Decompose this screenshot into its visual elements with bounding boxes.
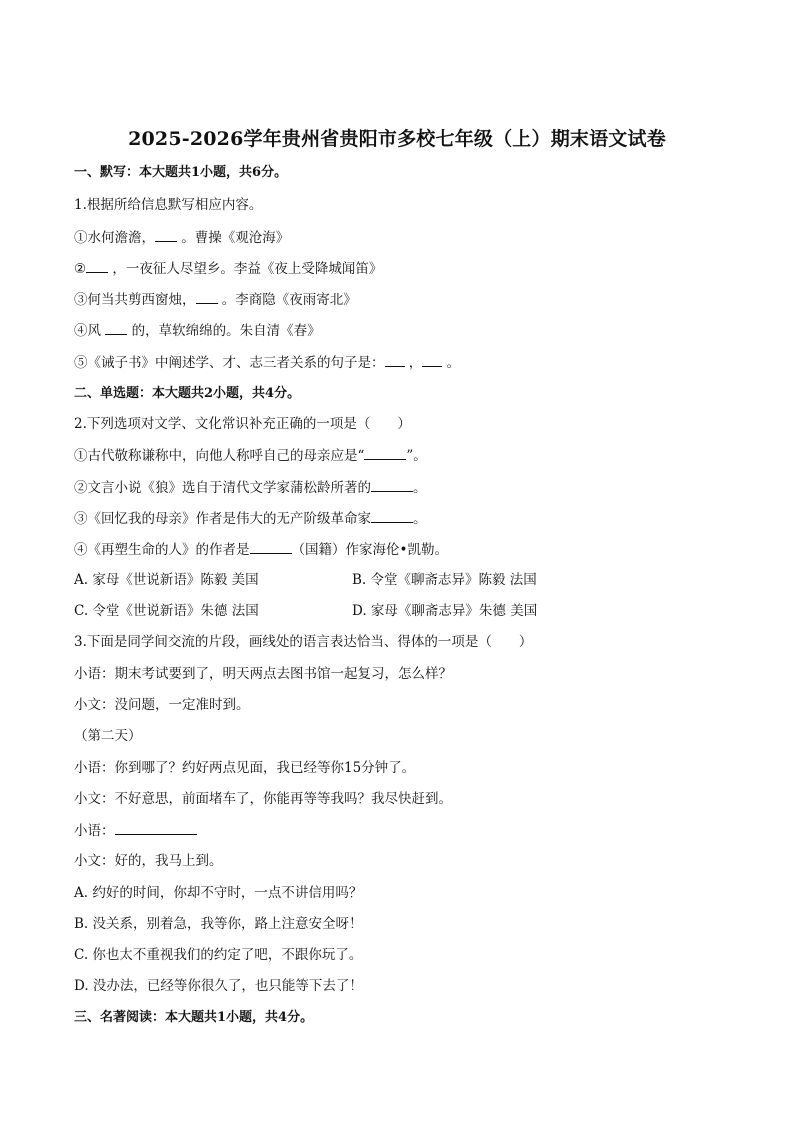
q3-option-c[interactable]: C. 你也太不重视我们的约定了吧，不跟你玩了。	[74, 947, 363, 963]
q1-item-4-text-a: ④风	[74, 323, 106, 339]
q3-option-d[interactable]: D. 没办法，已经等你很久了，也只能等下去了！	[74, 978, 363, 994]
q2-statement-4	[74, 540, 448, 559]
q1-item-4-blank[interactable]	[105, 321, 127, 335]
q1-item-3-text-a: ③何当共剪西窗烛，	[74, 292, 196, 308]
q2-statement-2-text-a: ②文言小说《狼》选自于清代文学家蒲松龄所著的	[74, 480, 371, 496]
q2-statement-2	[74, 478, 427, 497]
q2-statement-1-text-a: ①古代敬称谦称中，向他人称呼自己的母亲应是“	[74, 448, 365, 464]
q2-statement-4-text-a: ④《再塑生命的人》的作者是	[74, 542, 250, 558]
q3-underlined-blank[interactable]	[115, 821, 197, 835]
q3-option-b[interactable]: B. 没关系，别着急，我等你，路上注意安全呀！	[74, 916, 363, 932]
q1-item-2-text-a: ②	[74, 261, 87, 277]
q2-statement-3-text-a: ③《回忆我的母亲》作者是伟大的无产阶级革命家	[74, 511, 371, 527]
q1-item-1-text-a: ①水何澹澹，	[74, 230, 155, 246]
q1-item-5-text-a: ⑤《诫子书》中阐述学、才、志三者关系的句子是：	[74, 355, 385, 371]
q1-item-5-text-b: ，	[404, 355, 423, 371]
q3-dialogue-5: 小文：不好意思，前面堵车了，你能再等等我吗？我尽快赶到。	[74, 791, 452, 807]
q2-statement-1-blank[interactable]	[364, 446, 406, 460]
q3-option-a[interactable]: A. 约好的时间，你却不守时，一点不讲信用吗？	[74, 885, 363, 901]
q1-item-5-blank-1[interactable]	[385, 353, 405, 367]
section-2-heading: 二、单选题：本大题共2小题，共4分。	[74, 386, 301, 401]
q1-stem: 1.根据所给信息默写相应内容。	[74, 197, 263, 213]
section-3-heading: 三、名著阅读：本大题共1小题，共4分。	[74, 1010, 314, 1025]
q2-statement-3-blank[interactable]	[371, 509, 413, 523]
q1-item-1	[74, 228, 289, 247]
q3-dialogue-3: （第二天）	[74, 728, 142, 744]
q1-item-3	[74, 290, 357, 309]
q1-item-2-blank[interactable]	[86, 259, 108, 273]
q1-item-3-blank[interactable]	[196, 290, 218, 304]
q1-item-5-text-c: 。	[442, 355, 461, 371]
q2-statement-1-text-b: ”。	[406, 448, 427, 464]
q1-item-3-text-b: 。李商隐《夜雨寄北》	[217, 292, 357, 308]
q1-item-1-text-b: 。曹操《观沧海》	[177, 230, 290, 246]
q2-option-b[interactable]: B. 令堂《聊斋志异》陈毅 法国	[352, 572, 537, 588]
q2-statement-1	[74, 446, 427, 465]
section-1-heading: 一、默写：本大题共1小题，共6分。	[74, 165, 288, 180]
q3-dialogue-2: 小文：没问题，一定准时到。	[74, 697, 250, 713]
q2-statement-2-text-b: 。	[413, 480, 427, 496]
q1-item-5-blank-2[interactable]	[422, 353, 442, 367]
q2-statement-4-blank[interactable]	[250, 540, 292, 554]
q3-dialogue-6-text: 小语：	[74, 823, 115, 839]
q1-item-2	[74, 259, 382, 278]
q3-stem: 3.下面是同学间交流的片段，画线处的语言表达恰当、得体的一项是（ ）	[74, 634, 533, 650]
q3-dialogue-4: 小语：你到哪了？约好两点见面，我已经等你15分钟了。	[74, 760, 416, 776]
q1-item-5	[74, 353, 460, 372]
q3-dialogue-1: 小语：期末考试要到了，明天两点去图书馆一起复习，怎么样？	[74, 666, 452, 682]
q2-option-c[interactable]: C. 令堂《世说新语》朱德 法国	[74, 603, 259, 619]
q2-statement-4-text-b: （国籍）作家海伦•凯勒。	[291, 542, 448, 558]
exam-title: 2025-2026学年贵州省贵阳市多校七年级（上）期末语文试卷	[128, 128, 666, 150]
q1-item-2-text-b: ，一夜征人尽望乡。李益《夜上受降城闻笛》	[108, 261, 383, 277]
q2-statement-3	[74, 509, 427, 528]
q3-dialogue-7: 小文：好的，我马上到。	[74, 853, 223, 869]
q2-stem: 2.下列选项对文学、文化常识补充正确的一项是（ ）	[74, 416, 411, 432]
q3-dialogue-6	[74, 821, 197, 840]
q1-item-4-text-b: 的，草软绵绵的。朱自清《春》	[127, 323, 321, 339]
q2-statement-2-blank[interactable]	[371, 478, 413, 492]
q2-option-d[interactable]: D. 家母《聊斋志异》朱德 美国	[352, 603, 538, 619]
q2-option-a[interactable]: A. 家母《世说新语》陈毅 美国	[74, 572, 259, 588]
q2-statement-3-text-b: 。	[413, 511, 427, 527]
q1-item-1-blank[interactable]	[155, 228, 177, 242]
q1-item-4	[74, 321, 321, 340]
